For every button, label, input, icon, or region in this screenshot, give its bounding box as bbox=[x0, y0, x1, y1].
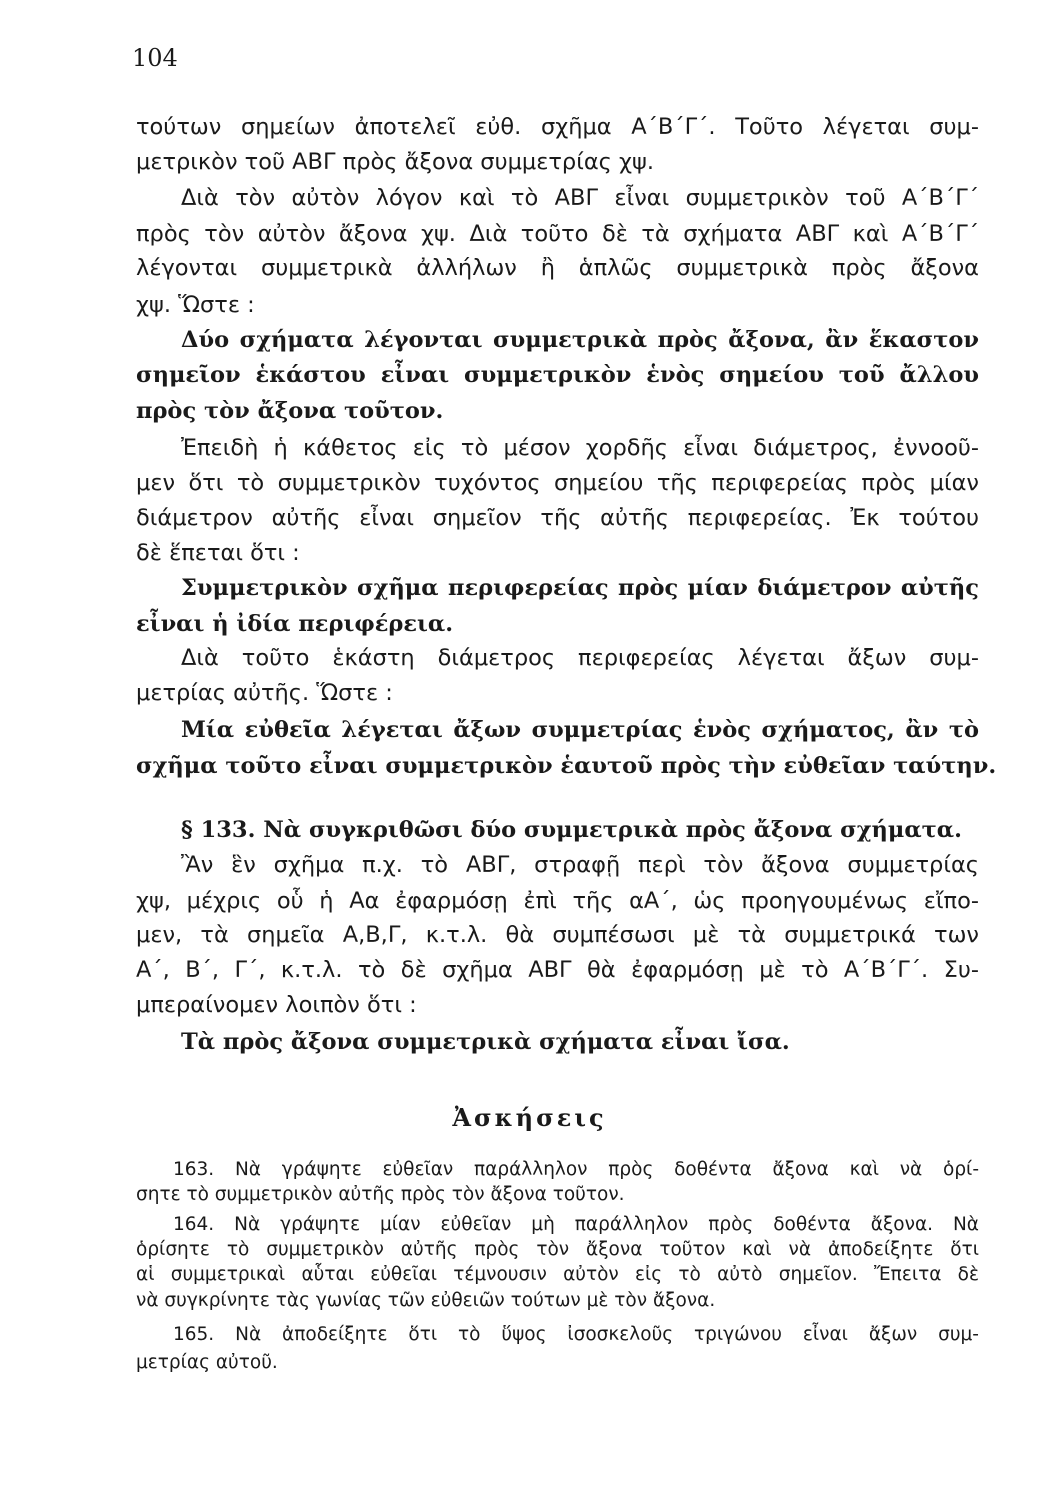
exercise-line: σητε τὸ συμμετρικὸν αὐτῆς πρὸς τὸν ἄξονα τοῦτον. bbox=[136, 1184, 625, 1205]
bold-text-line: σχῆμα τοῦτο εἶναι συμμετρικὸν ἑαυτοῦ πρὸς τὴν εὐθεῖαν ταύτην. bbox=[136, 753, 997, 779]
bold-text-line: πρὸς τὸν ἄξονα τοῦτον. bbox=[136, 398, 444, 424]
text-line: μεν ὅτι τὸ συμμετρικὸν τυχόντος σημείου τῆς περιφερείας πρὸς μίαν bbox=[136, 470, 979, 496]
text-line: λέγονται συμμετρικὰ ἀλλήλων ἢ ἁπλῶς συμμετρικὰ πρὸς ἄξονα bbox=[136, 255, 979, 281]
text-line: δὲ ἕπεται ὅτι : bbox=[136, 540, 300, 566]
text-line: μπεραίνομεν λοιπὸν ὅτι : bbox=[136, 992, 417, 1018]
bold-text-line: εἶναι ἡ ἰδία περιφέρεια. bbox=[136, 611, 454, 637]
text-line: τούτων σημείων ἀποτελεῖ εὐθ. σχῆμα Α΄Β΄Γ΄. Τοῦτο λέγεται συμ- bbox=[136, 114, 979, 140]
exercise-line: 165. Νὰ ἀποδείξητε ὅτι τὸ ὕψος ἰσοσκελοῦς τριγώνου εἶναι ἄξων συμ- bbox=[136, 1324, 979, 1345]
text-line: πρὸς τὸν αὐτὸν ἄξονα χψ. Διὰ τοῦτο δὲ τὰ σχήματα ΑΒΓ καὶ Α΄Β΄Γ΄ bbox=[136, 221, 979, 247]
bold-text-line: σημεῖον ἑκάστου εἶναι συμμετρικὸν ἑνὸς σημείου τοῦ ἄλλου bbox=[136, 362, 979, 388]
exercise-line: 163. Νὰ γράψητε εὐθεῖαν παράλληλον πρὸς δοθέντα ἄξονα καὶ νὰ ὁρί- bbox=[136, 1159, 979, 1180]
text-line: Α΄, Β΄, Γ΄, κ.τ.λ. τὸ δὲ σχῆμα ΑΒΓ θὰ ἐφαρμόσῃ μὲ τὸ Α΄Β΄Γ΄. Συ- bbox=[136, 957, 979, 983]
exercise-line: νὰ συγκρίνητε τὰς γωνίας τῶν εὐθειῶν τούτων μὲ τὸν ἄξονα. bbox=[136, 1290, 716, 1311]
text-line: μετρίας αὐτῆς. Ὥστε : bbox=[136, 680, 393, 706]
bold-text-line: Συμμετρικὸν σχῆμα περιφερείας πρὸς μίαν διάμετρον αὐτῆς bbox=[136, 575, 979, 601]
bold-text-line: Δύο σχήματα λέγονται συμμετρικὰ πρὸς ἄξονα, ἂν ἕκαστον bbox=[136, 327, 979, 353]
text-line: Διὰ τοῦτο ἑκάστη διάμετρος περιφερείας λέγεται ἄξων συμ- bbox=[136, 645, 979, 671]
bold-text-line: § 133. Νὰ συγκριθῶσι δύο συμμετρικὰ πρὸς ἄξονα σχήματα. bbox=[136, 817, 962, 843]
exercise-line: ὁρίσητε τὸ συμμετρικὸν αὐτῆς πρὸς τὸν ἄξονα τοῦτον καὶ νὰ ἀποδείξητε ὅτι bbox=[136, 1239, 979, 1260]
text-line: χψ. Ὥστε : bbox=[136, 292, 255, 318]
bold-text-line: Τὰ πρὸς ἄξονα συμμετρικὰ σχήματα εἶναι ἴσα. bbox=[136, 1029, 790, 1055]
text-line: χψ, μέχρις οὗ ἡ Αα ἐφαρμόσῃ ἐπὶ τῆς αΑ΄, ὡς προηγουμένως εἴπο- bbox=[136, 888, 979, 914]
exercise-line: μετρίας αὐτοῦ. bbox=[136, 1352, 278, 1373]
exercises-heading: Ἀσκήσεις bbox=[452, 1103, 607, 1132]
text-line: Ἂν ἓν σχῆμα π.χ. τὸ ΑΒΓ, στραφῇ περὶ τὸν ἄξονα συμμετρίας bbox=[136, 852, 979, 878]
text-line: μετρικὸν τοῦ ΑΒΓ πρὸς ἄξονα συμμετρίας χψ. bbox=[136, 149, 655, 175]
text-line: Διὰ τὸν αὐτὸν λόγον καὶ τὸ ΑΒΓ εἶναι συμμετρικὸν τοῦ Α΄Β΄Γ΄ bbox=[136, 185, 979, 211]
page-number: 104 bbox=[132, 44, 178, 72]
exercise-line: 164. Νὰ γράψητε μίαν εὐθεῖαν μὴ παράλληλον πρὸς δοθέντα ἄξονα. Νὰ bbox=[136, 1214, 979, 1235]
text-line: διάμετρον αὐτῆς εἶναι σημεῖον τῆς αὐτῆς περιφερείας. Ἐκ τούτου bbox=[136, 505, 979, 531]
bold-text-line: Μία εὐθεῖα λέγεται ἄξων συμμετρίας ἑνὸς σχήματος, ἂν τὸ bbox=[136, 717, 979, 743]
text-line: μεν, τὰ σημεῖα Α,Β,Γ, κ.τ.λ. θὰ συμπέσωσι μὲ τὰ συμμετρικά των bbox=[136, 922, 979, 948]
exercise-line: αἱ συμμετρικαὶ αὗται εὐθεῖαι τέμνουσιν αὐτὸν εἰς τὸ αὐτὸ σημεῖον. Ἔπειτα δὲ bbox=[136, 1264, 979, 1285]
text-line: Ἐπειδὴ ἡ κάθετος εἰς τὸ μέσον χορδῆς εἶναι διάμετρος, ἐννοοῦ- bbox=[136, 435, 979, 461]
